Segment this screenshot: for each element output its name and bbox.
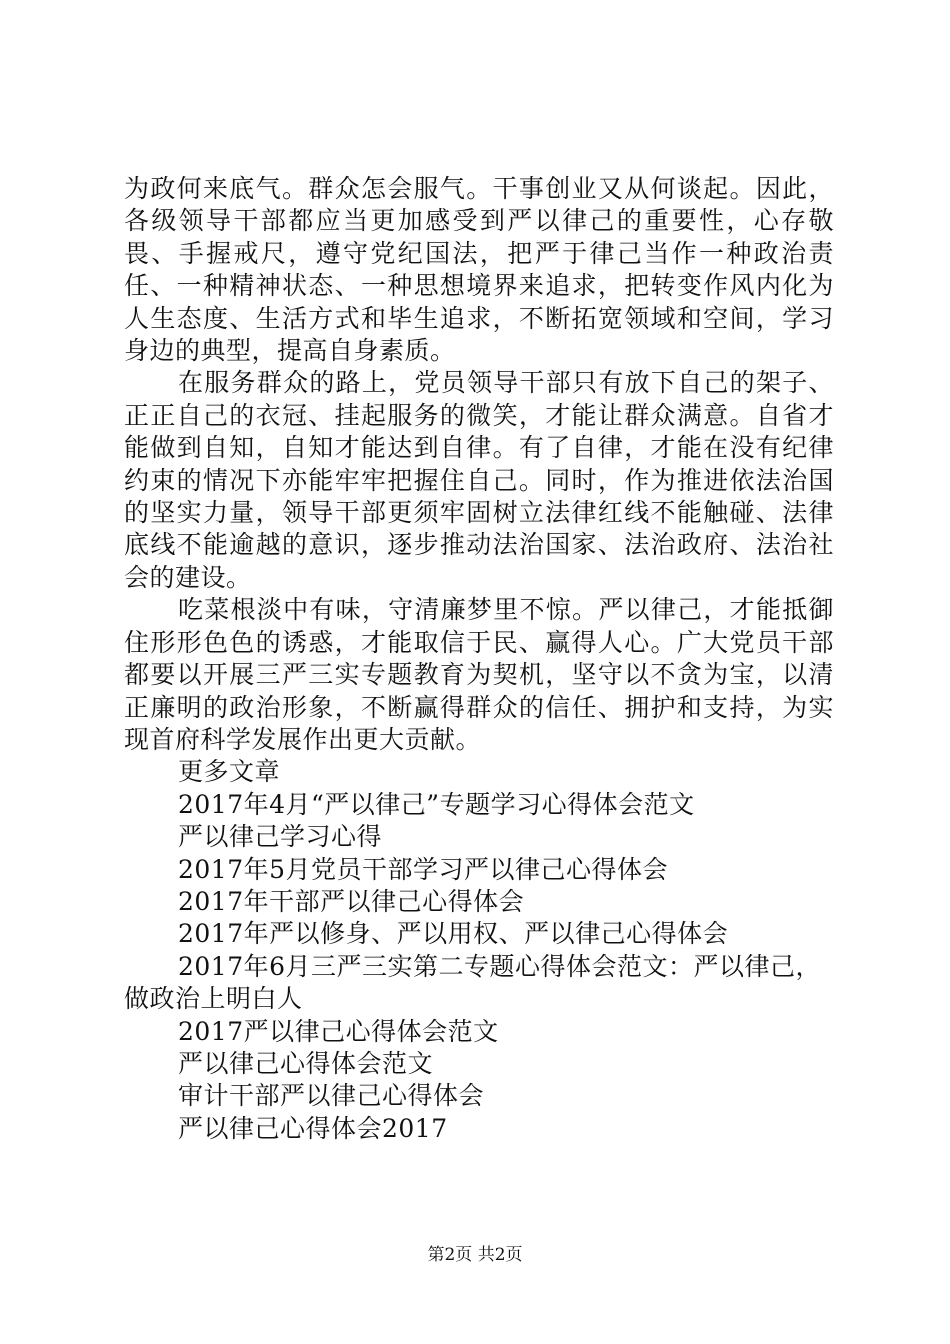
paragraph: 在服务群众的路上，党员领导干部只有放下自己的架子、正正自己的衣冠、挂起服务的微笑，才能让群众满意。自省才能做到自知，自知才能达到自律。有了自律，才能在没有纪律约束的情况下亦能牢牢把握住自己。同时，作为推进依法治国的坚实力量，领导干部更须牢固树立法律红线不能触碰、法律底线不能逾越的意识，逐步推动法治国家、法治政府、法治社会的建设。 xyxy=(124,368,834,592)
article-link[interactable]: 审计干部严以律己心得体会 xyxy=(178,1081,485,1111)
document-body xyxy=(124,173,834,1145)
more-articles-heading: 更多文章 xyxy=(178,757,281,787)
article-link[interactable]: 2017年5月党员干部学习严以律己心得体会 xyxy=(178,854,669,884)
more-articles-list xyxy=(124,789,834,1145)
article-link[interactable]: 严以律己心得体会2017 xyxy=(178,1113,448,1143)
paragraph-continued: 为政何来底气。群众怎会服气。干事创业又从何谈起。因此，各级领导干部都应当更加感受到严以律己的重要性，心存敬畏、手握戒尺，遵守党纪国法，把严于律己当作一种政治责任、一种精神状态、一种思想境界来追求，把转变作风内化为人生态度、生活方式和毕生追求，不断拓宽领域和空间，学习身边的典型，提高自身素质。 xyxy=(124,174,834,366)
article-link[interactable]: 2017年干部严以律己心得体会 xyxy=(178,886,525,916)
paragraph: 吃菜根淡中有味，守清廉梦里不惊。严以律己，才能抵御住形形色色的诱惑，才能取信于民、赢得人心。广大党员干部都要以开展三严三实专题教育为契机，坚守以不贪为宝，以清正廉明的政治形象，不断赢得群众的信任、拥护和支持，为实现首府科学发展作出更大贡献。 xyxy=(124,595,834,754)
article-link[interactable]: 2017年严以修身、严以用权、严以律己心得体会 xyxy=(178,919,729,949)
article-link[interactable]: 2017年4月“严以律己”专题学习心得体会范文 xyxy=(178,789,695,819)
article-link[interactable]: 2017年6月三严三实第二专题心得体会范文：严以律己，做政治上明白人 xyxy=(124,951,822,1014)
page-number-footer: 第2页 共2页 xyxy=(427,1245,523,1265)
article-link[interactable]: 2017严以律己心得体会范文 xyxy=(178,1016,499,1046)
article-link[interactable]: 严以律己心得体会范文 xyxy=(178,1048,434,1078)
article-link[interactable]: 严以律己学习心得 xyxy=(178,822,383,852)
